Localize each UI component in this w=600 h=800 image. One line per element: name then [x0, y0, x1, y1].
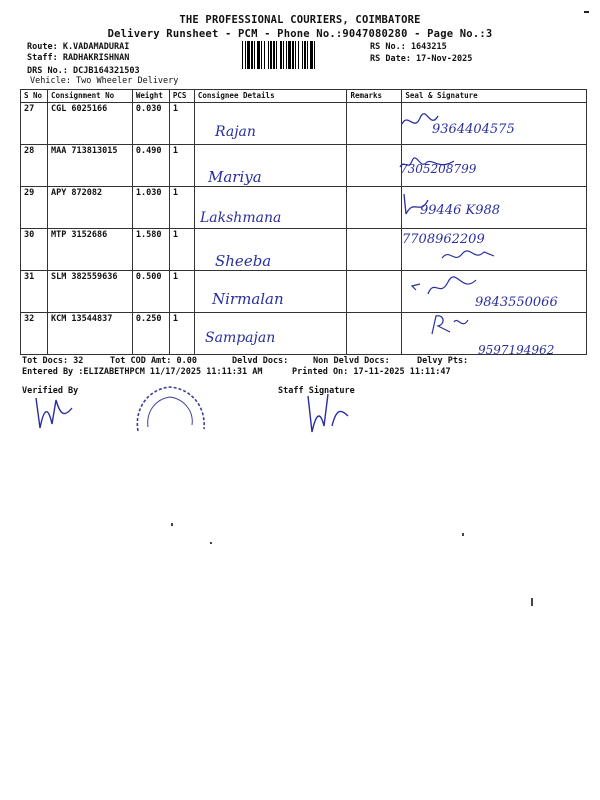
cell-weight: 0.490	[132, 145, 169, 187]
total-cod-amount: Tot COD Amt: 0.00	[110, 356, 197, 366]
staff-label: Staff: RADHAKRISHNAN	[27, 53, 130, 63]
signature-scribble	[410, 272, 480, 302]
company-seal-stamp	[130, 383, 210, 435]
cell-remarks	[347, 103, 402, 145]
staff-signature	[300, 386, 360, 436]
cell-consignment: APY 872082	[47, 187, 132, 229]
col-header-sno: S No	[21, 90, 48, 103]
rs-date: RS Date: 17-Nov-2025	[370, 54, 473, 64]
handwritten-signature-phone: 7708962209	[402, 232, 485, 247]
entered-by: Entered By :ELIZABETHPCM 11/17/2025 11:11:31 AM	[22, 367, 263, 377]
table-row	[21, 187, 587, 229]
cell-pcs: 1	[169, 103, 194, 145]
col-header-pcs: PCS	[169, 90, 194, 103]
printed-on: Printed On: 17-11-2025 11:11:47	[292, 367, 451, 377]
cell-sno: 29	[21, 187, 48, 229]
col-header-consignee: Consignee Details	[194, 90, 347, 103]
signature-scribble	[398, 155, 458, 175]
cell-remarks	[347, 187, 402, 229]
runsheet-subtitle: Delivery Runsheet - PCM - Phone No.:9047080280 - Page No.:3	[107, 28, 493, 40]
col-header-consignment: Consignment No	[47, 90, 132, 103]
cell-remarks	[347, 271, 402, 313]
scan-speck	[531, 598, 533, 606]
scan-speck	[462, 533, 464, 536]
delivered-docs: Delvd Docs:	[232, 356, 289, 366]
cell-weight: 0.030	[132, 103, 169, 145]
handwritten-consignee-name: Sheeba	[215, 252, 272, 270]
cell-sno: 32	[21, 313, 48, 355]
handwritten-signature-phone: 9364404575	[432, 122, 515, 137]
company-title: THE PROFESSIONAL COURIERS, COIMBATORE	[179, 14, 421, 26]
scan-speck	[171, 523, 173, 526]
table-row	[21, 145, 587, 187]
non-delivered-docs: Non Delvd Docs:	[313, 356, 390, 366]
staff-signature-label: Staff Signature	[278, 386, 355, 396]
signature-scribble	[400, 190, 430, 220]
handwritten-consignee-name: Rajan	[215, 124, 256, 140]
cell-consignment: MTP 3152686	[47, 229, 132, 271]
signature-scribble	[440, 244, 496, 266]
cell-weight: 1.580	[132, 229, 169, 271]
cell-remarks	[347, 313, 402, 355]
rs-number: RS No.: 1643215	[370, 42, 447, 52]
scan-speck	[584, 11, 589, 13]
col-header-remarks: Remarks	[347, 90, 402, 103]
cell-weight: 0.500	[132, 271, 169, 313]
drs-number: DRS No.: DCJB164321503	[27, 66, 140, 76]
cell-pcs: 1	[169, 229, 194, 271]
cell-sno: 31	[21, 271, 48, 313]
total-docs: Tot Docs: 32	[22, 356, 84, 366]
cell-consignment: KCM 13544837	[47, 313, 132, 355]
cell-consignment: CGL 6025166	[47, 103, 132, 145]
cell-consignment: SLM 382559636	[47, 271, 132, 313]
cell-weight: 0.250	[132, 313, 169, 355]
cell-sno: 30	[21, 229, 48, 271]
cell-pcs: 1	[169, 313, 194, 355]
route-label: Route: K.VADAMADURAI	[27, 42, 130, 52]
signature-scribble	[428, 312, 472, 338]
table-row	[21, 229, 587, 271]
cell-pcs: 1	[169, 145, 194, 187]
handwritten-signature-phone: 7305208799	[400, 162, 477, 176]
table-header-row	[21, 90, 587, 103]
cell-remarks	[347, 145, 402, 187]
handwritten-consignee-name: Lakshmana	[200, 210, 282, 226]
col-header-seal: Seal & Signature	[402, 90, 587, 103]
verifier-signature	[30, 388, 80, 432]
handwritten-signature-phone: 9843550066	[475, 295, 558, 310]
cell-pcs: 1	[169, 187, 194, 229]
signature-scribble	[400, 110, 440, 134]
handwritten-consignee-name: Sampajan	[205, 330, 276, 346]
delivery-points: Delvy Pts:	[417, 356, 469, 366]
cell-sno: 28	[21, 145, 48, 187]
verified-by-label: Verified By	[22, 386, 79, 396]
handwritten-consignee-name: Nirmalan	[212, 290, 284, 308]
barcode	[242, 41, 366, 69]
cell-weight: 1.030	[132, 187, 169, 229]
cell-pcs: 1	[169, 271, 194, 313]
cell-remarks	[347, 229, 402, 271]
cell-sno: 27	[21, 103, 48, 145]
scan-speck	[210, 542, 212, 544]
cell-consignment: MAA 713813015	[47, 145, 132, 187]
handwritten-signature-phone: 99446 K988	[420, 203, 501, 218]
handwritten-signature-phone: 9597194962	[478, 343, 555, 357]
handwritten-consignee-name: Mariya	[208, 168, 262, 186]
vehicle-label: Vehicle: Two Wheeler Delivery	[30, 76, 179, 86]
col-header-weight: Weight	[132, 90, 169, 103]
